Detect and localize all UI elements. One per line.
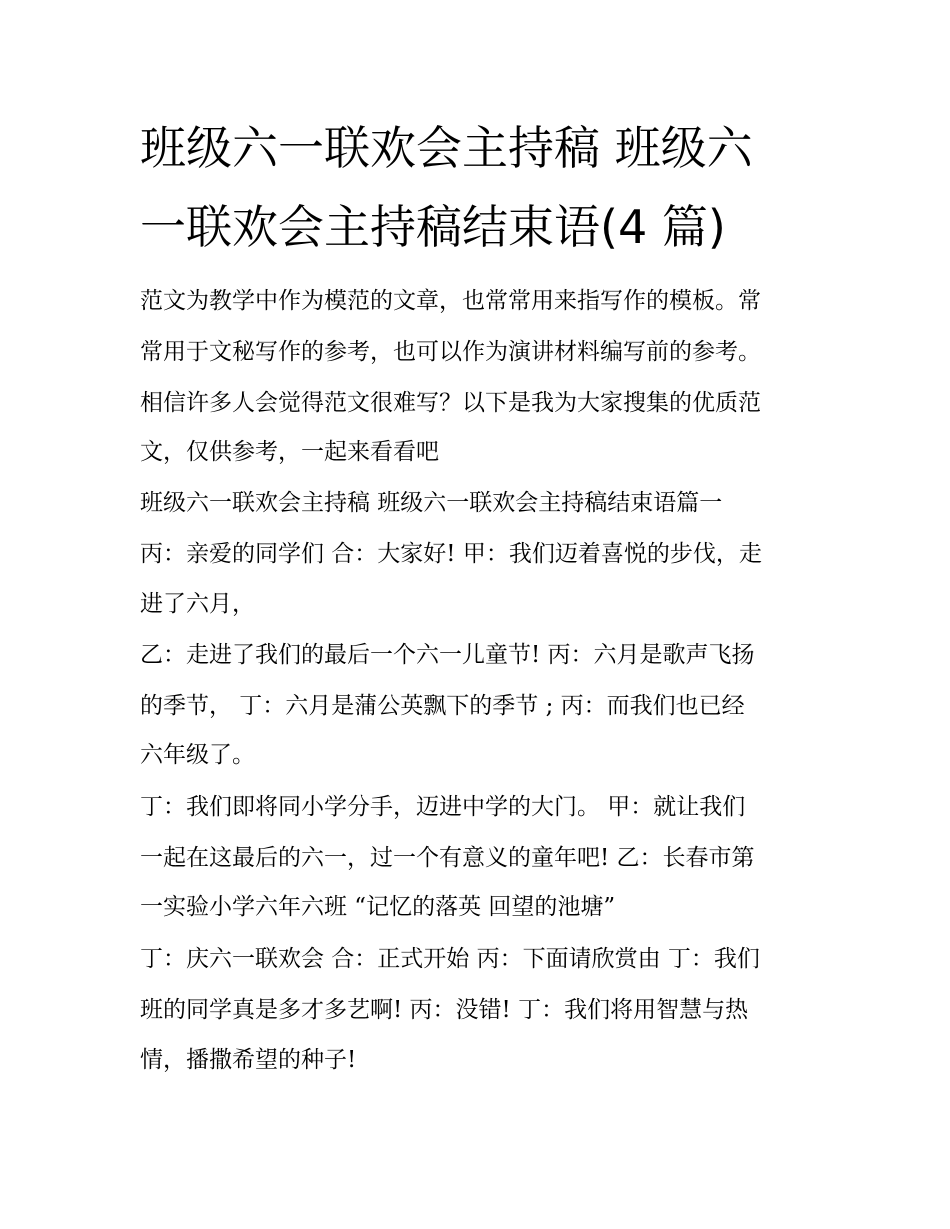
body-line: 丁：我们即将同小学分手，迈进中学的大门。 甲：就让我们: [140, 794, 746, 820]
body-line: 情，播撒希望的种子!: [140, 1047, 357, 1073]
body-line: 丙：亲爱的同学们 合：大家好! 甲：我们迈着喜悦的步伐，走: [140, 541, 762, 567]
body-line: 的季节， 丁：六月是蒲公英飘下的季节 ; 丙：而我们也已经: [140, 693, 745, 719]
document-title-line-1: 班级六一联欢会主持稿 班级六: [140, 121, 753, 175]
body-line: 一实验小学六年六班 “记忆的落英 回望的池塘”: [140, 894, 616, 920]
body-line: 丁：庆六一联欢会 合：正式开始 丙：下面请欣赏由 丁：我们: [140, 946, 760, 972]
section-heading: 班级六一联欢会主持稿 班级六一联欢会主持稿结束语篇一: [140, 490, 723, 516]
body-line: 范文为教学中作为模范的文章，也常常用来指写作的模板。常: [140, 288, 761, 314]
body-line: 六年级了。: [140, 742, 255, 768]
body-line: 相信许多人会觉得范文很难写？以下是我为大家搜集的优质范: [140, 390, 761, 416]
body-line: 常用于文秘写作的参考，也可以作为演讲材料编写前的参考。: [140, 339, 761, 365]
body-line: 班的同学真是多才多艺啊! 丙：没错! 丁：我们将用智慧与热: [140, 997, 749, 1023]
body-line: 乙：走进了我们的最后一个六一儿童节! 丙：六月是歌声飞扬: [140, 642, 755, 668]
body-line: 进了六月，: [140, 591, 255, 617]
body-line: 一起在这最后的六一，过一个有意义的童年吧! 乙：长春市第: [140, 845, 755, 871]
body-line: 文，仅供参考，一起来看看吧: [140, 439, 439, 465]
document-title-line-2: 一联欢会主持稿结束语(4 篇): [140, 200, 726, 254]
